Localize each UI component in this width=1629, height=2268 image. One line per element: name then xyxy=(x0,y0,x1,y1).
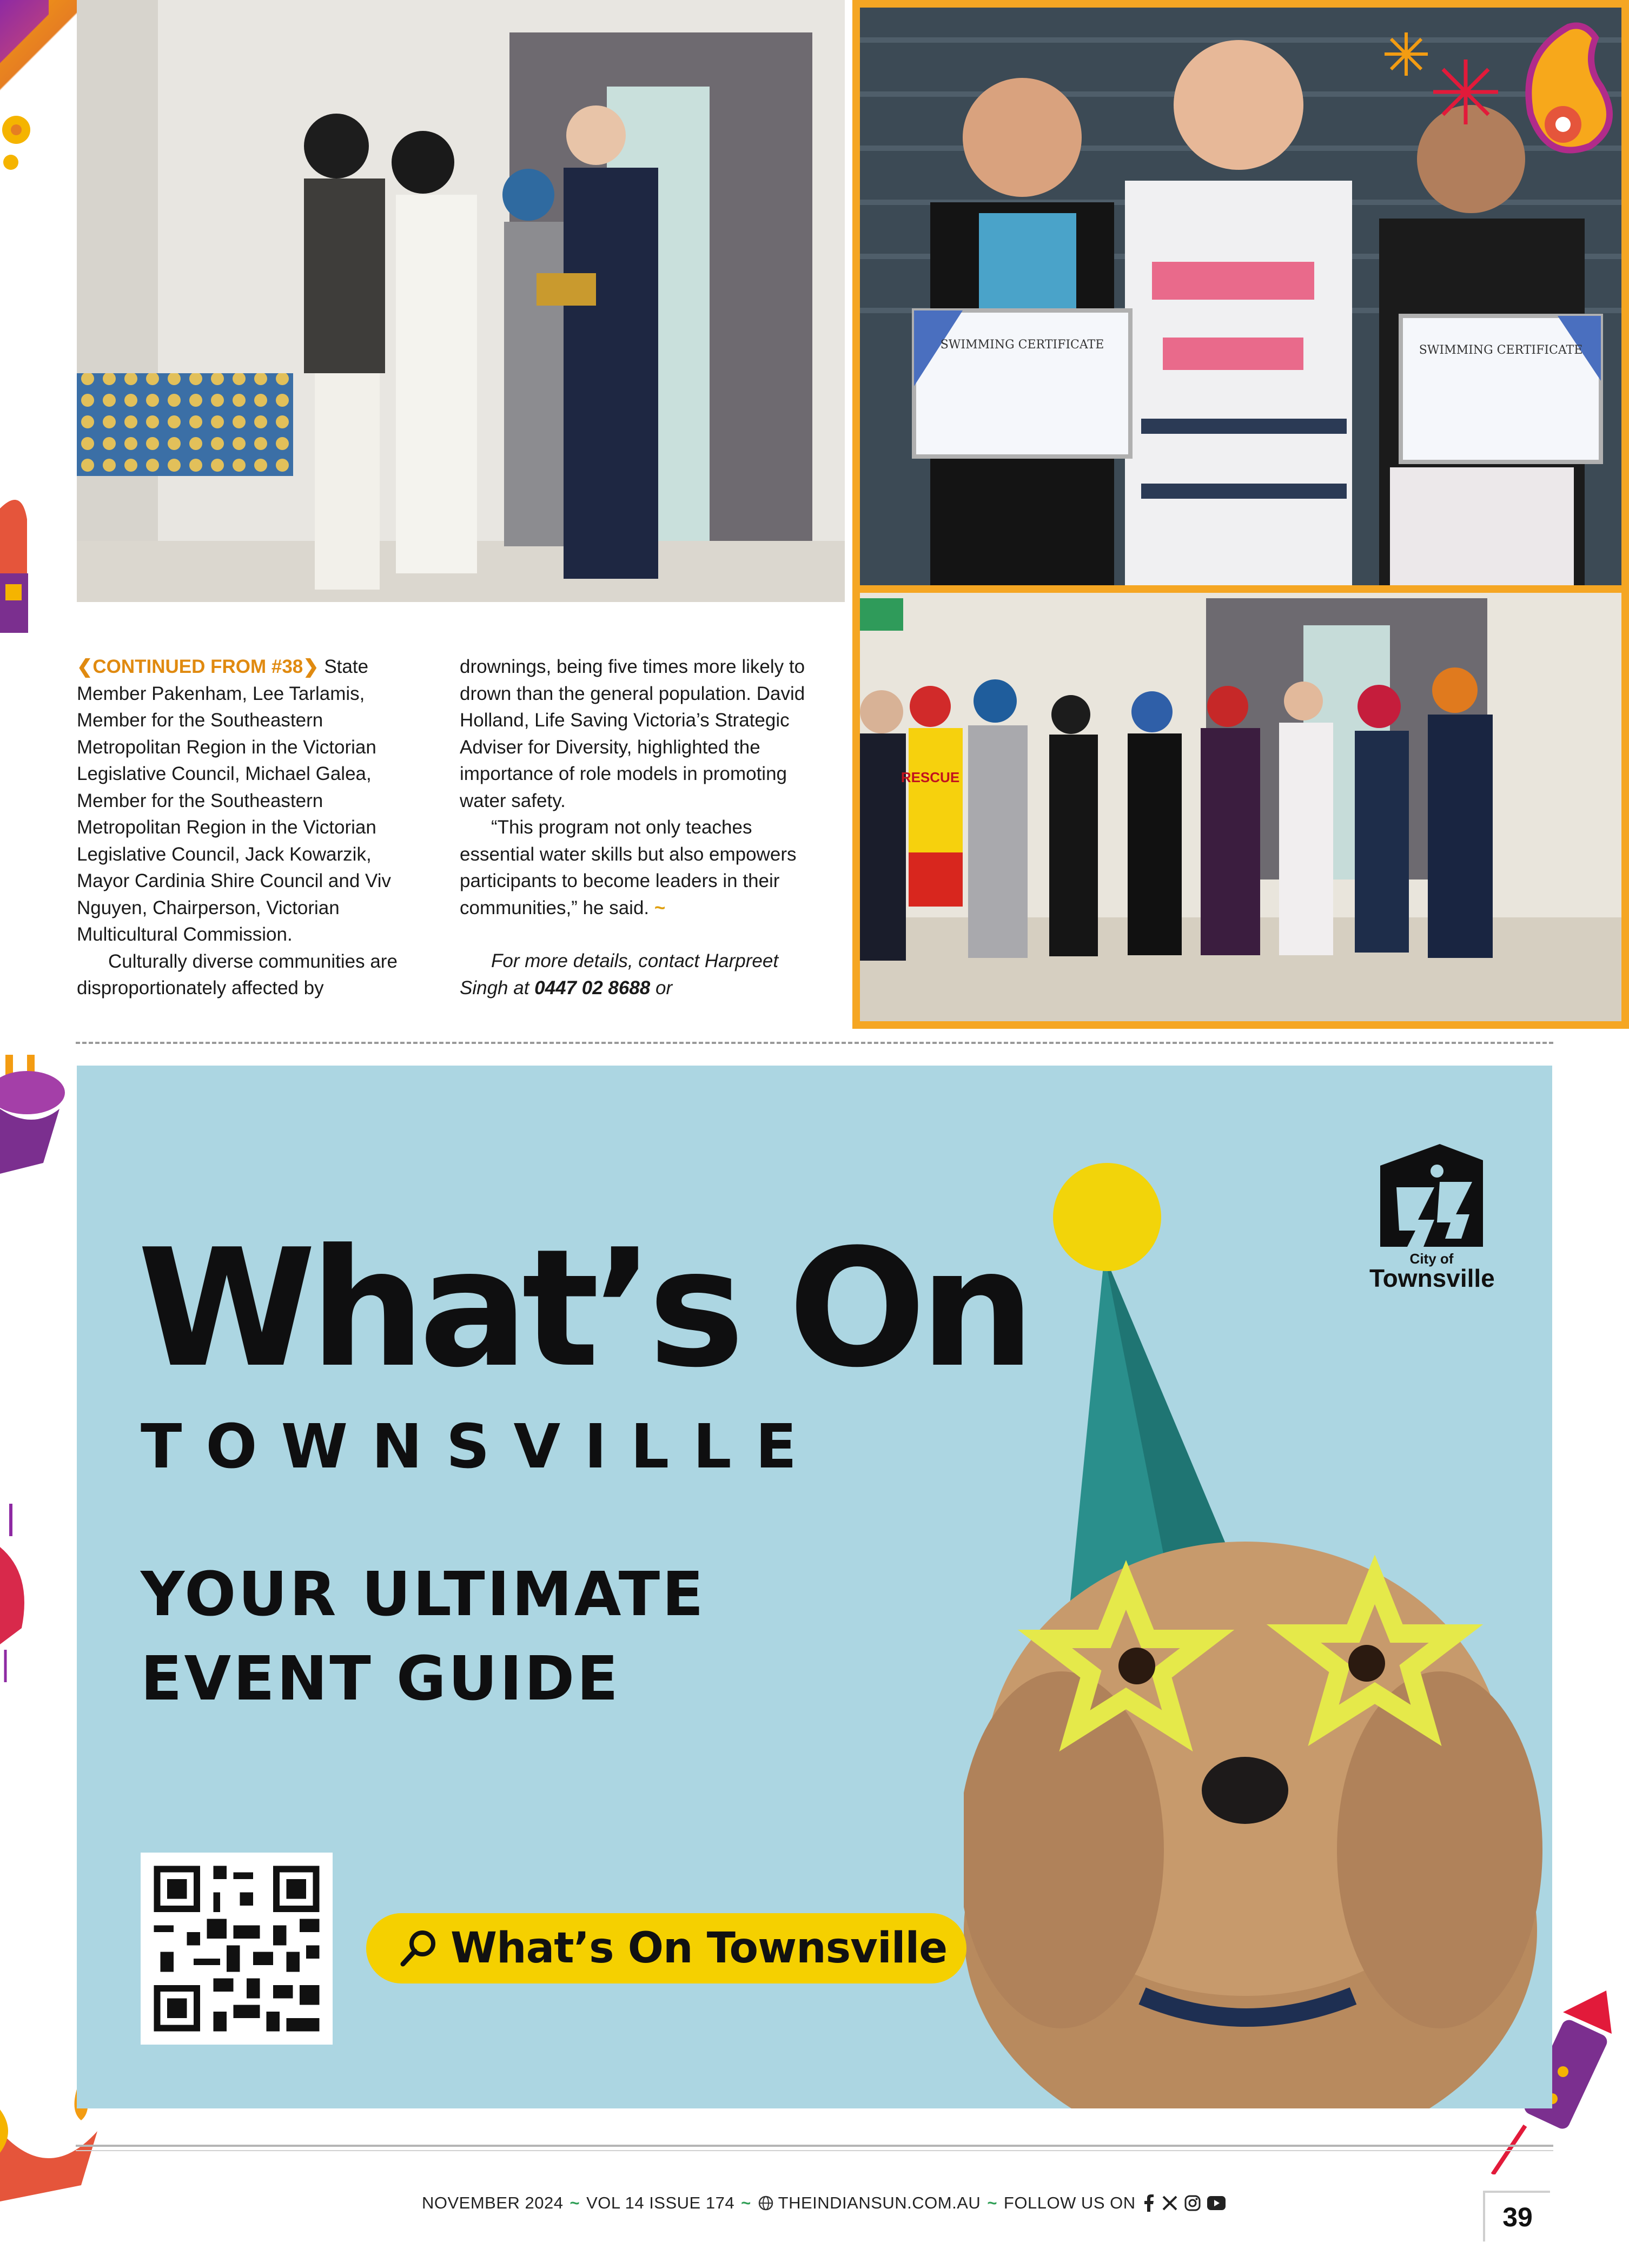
issue-date: NOVEMBER 2024 xyxy=(422,2193,564,2212)
search-pill-label: What’s On Townsville xyxy=(451,1924,948,1973)
end-mark-icon: ~ xyxy=(654,897,666,918)
contact-text: For more details, contact Harpreet Singh at xyxy=(460,950,779,999)
rescue-shirt-text: RESCUE xyxy=(900,769,960,785)
flower-ornament xyxy=(0,97,43,184)
oil-lamp-icon xyxy=(0,1055,65,1217)
corner-ornament-inner xyxy=(0,0,49,65)
footer-rule xyxy=(76,2150,1553,2151)
ad-headline: What’s On xyxy=(137,1214,1029,1403)
separator-icon: ~ xyxy=(570,2193,580,2212)
volume-label: VOL 14 ISSUE 174 xyxy=(586,2193,735,2212)
globe-icon xyxy=(758,2195,774,2211)
article-paragraph: “This program not only teaches essential water skills but also empowers participants to become leaders in their communities,” he said. xyxy=(460,817,797,918)
certificate-text: SWIMMING CERTIFICATE xyxy=(940,338,1104,352)
firework-burst-icon xyxy=(1385,27,1504,130)
separator-icon: ~ xyxy=(987,2193,997,2212)
contact-phone: 0447 02 8688 xyxy=(534,977,651,999)
lantern-icon xyxy=(0,1504,38,1688)
ad-subhead: TOWNSVILLE xyxy=(141,1412,821,1482)
footer-rule xyxy=(76,2145,1553,2147)
youtube-icon[interactable] xyxy=(1207,2196,1226,2210)
city-of-townsville-logo: City of Townsville xyxy=(1369,1144,1494,1323)
continued-from-label[interactable]: ❮CONTINUED FROM #38❯ xyxy=(77,656,319,677)
photo-group xyxy=(852,585,1629,1029)
paisley-ornament xyxy=(1509,22,1617,168)
qr-code[interactable] xyxy=(141,1853,333,2045)
article-paragraph: Culturally diverse communities are disproportionately affected by xyxy=(77,950,398,999)
search-pill-button[interactable] xyxy=(366,1913,966,1983)
article-paragraph: State Member Pakenham, Lee Tarlamis, Member for the Southeastern Metropolitan Region in the Victorian Legislative Council, Michael Galea, Member for the Southeastern Metropolitan Region in the Victorian Legislative Council, Jack Kowarzik, Mayor Cardinia Shire Council and Viv Nguyen, Chairperson, Victorian Multicultural Commission. xyxy=(77,656,392,945)
separator-icon: ~ xyxy=(741,2193,751,2212)
article-column-1 xyxy=(77,653,418,1002)
dog-party-hat-image xyxy=(964,1120,1552,2108)
search-icon xyxy=(399,1928,439,1968)
diya-lamp-icon xyxy=(0,487,32,638)
ad-tagline: YOUR ULTIMATE EVENT GUIDE xyxy=(141,1559,706,1714)
townsville-ad[interactable] xyxy=(77,1066,1552,2108)
article-paragraph: drownings, being five times more likely to drown than the general population. David Holland, Life Saving Victoria’s Strategic Adviser for Diversity, highlighted the importance of role models in promoting water safety. xyxy=(460,656,805,811)
x-icon[interactable] xyxy=(1162,2195,1178,2211)
certificate-text: SWIMMING CERTIFICATE xyxy=(1419,343,1583,357)
website-link[interactable]: THEINDIANSUN.COM.AU xyxy=(778,2193,981,2212)
instagram-icon[interactable] xyxy=(1184,2195,1201,2211)
section-divider xyxy=(76,1042,1553,1044)
page-footer xyxy=(422,2190,1226,2217)
article-column-2: drownings, being five times more likely to drown than the general population. David Holland, Life Saving Victoria’s Strategic Adviser for Diversity, highlighted the importance of role models in promoting water safety. “This program not only teaches essential water skills but also empowers participants to become leaders in their communities,” he said. ~ For more details, contact Harpreet Singh at 0447 02 8688 or xyxy=(460,653,817,1001)
page-number: 39 xyxy=(1483,2191,1550,2241)
photo-presentation xyxy=(77,0,845,602)
facebook-icon[interactable] xyxy=(1142,2194,1155,2212)
follow-label: FOLLOW US ON xyxy=(1003,2193,1136,2212)
